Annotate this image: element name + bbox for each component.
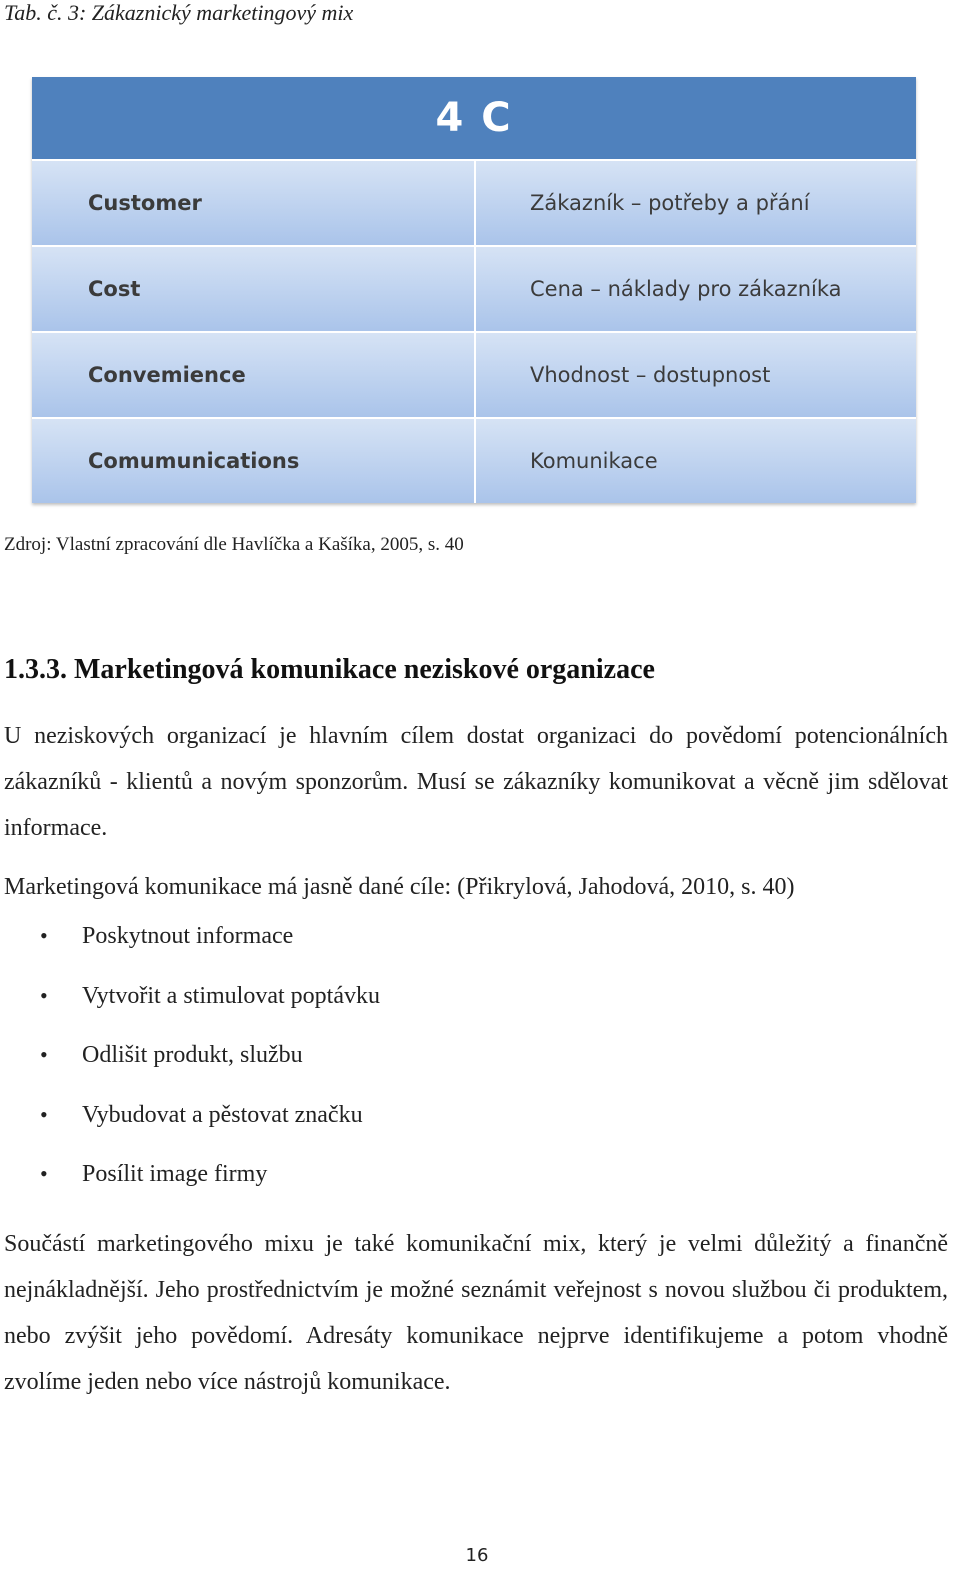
page-number: 16 (465, 1545, 489, 1566)
bullet-icon: • (40, 1101, 48, 1127)
bullet-icon: • (40, 1161, 48, 1186)
table-caption: Tab. č. 3: Zákaznický marketingový mix (4, 0, 354, 25)
paragraph: Marketingová komunikace má jasně dané cíle: (Přikrylová, Jahodová, 2010, s. 40) (4, 874, 795, 900)
table-cell-cz: Zákazník – potřeby a přání (476, 161, 916, 247)
table-cell-cz: Vhodnost – dostupnost (476, 333, 916, 419)
table-cell-en: Cost (32, 247, 476, 333)
table-row (32, 247, 916, 333)
list-item-text: Poskytnout informace (82, 923, 294, 949)
table-row (32, 419, 916, 503)
table-cell-cz: Cena – náklady pro zákazníka (476, 247, 916, 333)
table-source: Zdroj: Vlastní zpracování dle Havlíčka a Kašíka, 2005, s. 40 (4, 534, 464, 555)
table-cell-en: Convemience (32, 333, 476, 419)
table-cell-en: Customer (32, 161, 476, 247)
table-row (32, 161, 916, 247)
table-cell-cz: Komunikace (476, 419, 916, 503)
table-header: 4 C (32, 77, 916, 161)
table-cell-en: Comumunications (32, 419, 476, 503)
bullet-icon: • (40, 923, 48, 948)
list-item-text: Vytvořit a stimulovat poptávku (82, 982, 380, 1009)
table-row (32, 333, 916, 419)
section-heading: 1.3.3. Marketingová komunikace neziskové organizace (4, 654, 655, 685)
bullet-icon: • (40, 982, 48, 1008)
list-item-text: Vybudovat a pěstovat značku (82, 1101, 363, 1128)
list-item-text: Odlišit produkt, službu (82, 1042, 303, 1068)
marketing-mix-table (32, 77, 916, 503)
paragraph: U neziskových organizací je hlavním cílem dostat organizaci do povědomí potencionálních zákazníků - klientů a novým sponzorům. Musí se zákazníky komunikovat a věcně jim sdělovat informace. (4, 723, 948, 841)
paragraph: Součástí marketingového mixu je také komunikační mix, který je velmi důležitý a finančně nejnákladnější. Jeho prostřednictvím je možné seznámit veřejnost s novou službou či produktem, nebo zvýšit jeho povědomí. Adresáty komunikace nejprve identifikujeme a potom vhodně zvolíme jeden nebo více nástrojů komunikace. (4, 1231, 948, 1395)
list-item-text: Posílit image firmy (82, 1161, 268, 1187)
bullet-icon: • (40, 1042, 48, 1067)
